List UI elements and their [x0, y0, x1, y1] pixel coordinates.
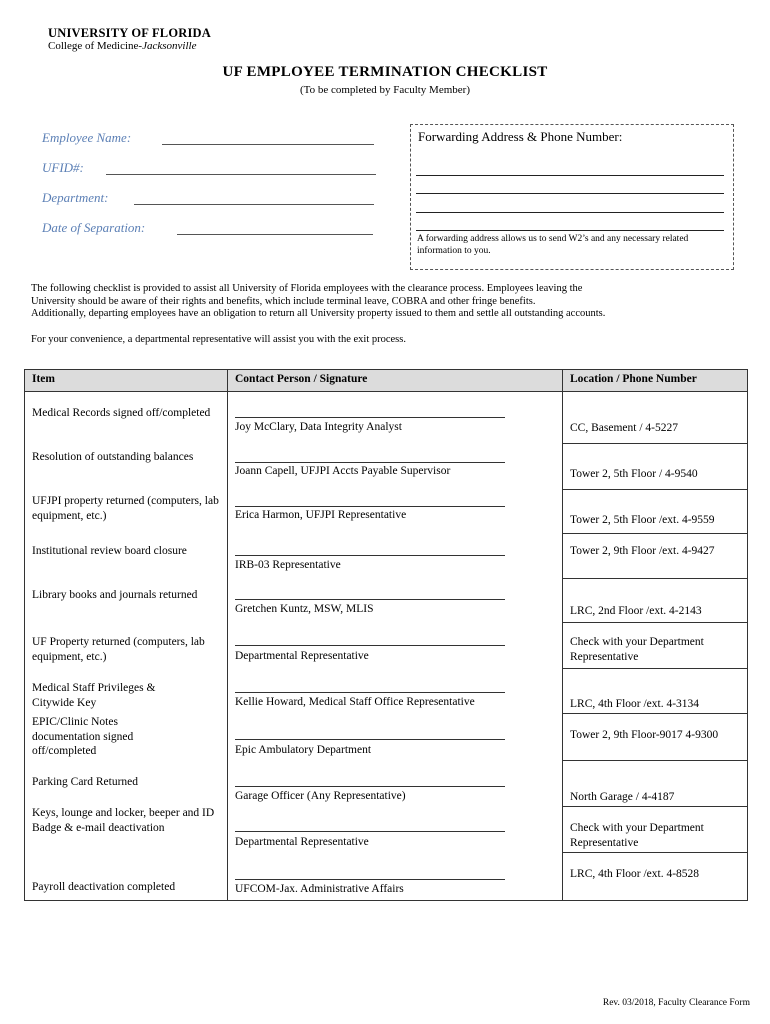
college-name [48, 40, 196, 52]
university-name: UNIVERSITY OF FLORIDA [48, 26, 212, 40]
row-divider [562, 533, 747, 534]
signature-line[interactable] [235, 645, 505, 646]
row-item: Library books and journals returned [32, 589, 198, 601]
date-of-separation-label: Date of Separation: [42, 220, 146, 235]
forwarding-address-line-1[interactable] [416, 175, 724, 176]
intro-line-2: University should be aware of their rights and benefits, which include terminal leave, COBRA and other fringe benefits. [31, 295, 536, 307]
row-contact: IRB-03 Representative [235, 559, 341, 571]
row-location: Tower 2, 9th Floor-9017 4-9300 [570, 729, 719, 741]
row-item: UFJPI property returned (computers, lab equipment, etc.) [32, 495, 219, 522]
revision-footer: Rev. 03/2018, Faculty Clearance Form [602, 998, 750, 1008]
ufid-field[interactable] [106, 174, 376, 175]
forwarding-address-line-3[interactable] [416, 212, 724, 213]
row-contact: Joann Capell, UFJPI Accts Payable Supervisor [235, 465, 451, 477]
date-of-separation-field[interactable] [177, 234, 373, 235]
forwarding-address-title: Forwarding Address & Phone Number: [418, 129, 623, 144]
department-field[interactable] [134, 204, 374, 205]
ufid-label: UFID#: [42, 160, 84, 175]
header-location: Location / Phone Number [570, 373, 697, 385]
row-divider [562, 760, 747, 761]
row-item: Institutional review board closure [32, 545, 187, 557]
column-divider [562, 370, 563, 900]
row-location: Tower 2, 5th Floor /ext. 4-9559 [570, 514, 715, 526]
row-contact: Departmental Representative [235, 650, 369, 662]
signature-line[interactable] [235, 462, 505, 463]
employee-name-field[interactable] [162, 144, 374, 145]
row-divider [562, 806, 747, 807]
signature-line[interactable] [235, 692, 505, 693]
college-city: Jacksonville [142, 40, 197, 52]
row-divider [562, 713, 747, 714]
row-contact: Erica Harmon, UFJPI Representative [235, 509, 407, 521]
table-header [25, 370, 747, 392]
forwarding-address-note: A forwarding address allows us to send W2’s and any necessary related information to you. [417, 234, 689, 256]
row-contact: Departmental Representative [235, 836, 369, 848]
row-item: Keys, lounge and locker, beeper and ID Badge & e-mail deactivation [32, 807, 215, 834]
row-contact: Kellie Howard, Medical Staff Office Representative [235, 696, 475, 708]
intro-line-1: The following checklist is provided to assist all University of Florida employees with the clearance process. Employees leaving the [31, 283, 583, 294]
row-location: LRC, 4th Floor /ext. 4-8528 [570, 868, 700, 880]
signature-line[interactable] [235, 417, 505, 418]
column-divider [227, 370, 228, 900]
row-location: Check with your Department Representative [570, 822, 704, 849]
signature-line[interactable] [235, 879, 505, 880]
row-location: North Garage / 4-4187 [570, 791, 675, 803]
row-divider [562, 443, 747, 444]
row-location: Check with your Department Representative [570, 636, 704, 663]
row-item: Medical Staff Privileges & Citywide Key [32, 682, 156, 709]
row-divider [562, 622, 747, 623]
row-item: Payroll deactivation completed [32, 881, 176, 893]
row-location: CC, Basement / 4-5227 [570, 422, 678, 434]
college-label: College of Medicine- [48, 40, 143, 52]
row-contact: Joy McClary, Data Integrity Analyst [235, 421, 402, 433]
row-location: Tower 2, 5th Floor / 4-9540 [570, 468, 698, 480]
signature-line[interactable] [235, 786, 505, 787]
row-divider [562, 852, 747, 853]
forwarding-address-line-2[interactable] [416, 193, 724, 194]
intro-line-3: Additionally, departing employees have an obligation to return all University property issued to them and settle all outstanding accounts. [31, 308, 606, 319]
checklist-table [24, 369, 748, 901]
row-contact: Garage Officer (Any Representative) [235, 790, 406, 802]
forwarding-address-line-4[interactable] [416, 230, 724, 231]
page-subtitle: (To be completed by Faculty Member) [300, 84, 470, 96]
row-divider [562, 489, 747, 490]
row-location: LRC, 2nd Floor /ext. 4-2143 [570, 605, 702, 617]
row-location: LRC, 4th Floor /ext. 4-3134 [570, 698, 700, 710]
row-contact: Gretchen Kuntz, MSW, MLIS [235, 603, 374, 615]
signature-line[interactable] [235, 831, 505, 832]
signature-line[interactable] [235, 599, 505, 600]
row-divider [562, 578, 747, 579]
signature-line[interactable] [235, 739, 505, 740]
row-item: Parking Card Returned [32, 776, 139, 788]
row-item: Medical Records signed off/completed [32, 407, 211, 419]
row-item: Resolution of outstanding balances [32, 451, 194, 463]
row-item: EPIC/Clinic Notes documentation signed off/completed [32, 716, 134, 757]
department-label: Department: [42, 190, 109, 205]
header-contact: Contact Person / Signature [235, 373, 368, 385]
row-contact: Epic Ambulatory Department [235, 744, 372, 756]
row-divider [562, 668, 747, 669]
row-item: UF Property returned (computers, lab equipment, etc.) [32, 636, 205, 663]
row-location: Tower 2, 9th Floor /ext. 4-9427 [570, 545, 715, 557]
intro-paragraph [31, 283, 741, 321]
signature-line[interactable] [235, 555, 505, 556]
employee-name-label: Employee Name: [42, 130, 132, 145]
row-contact: UFCOM-Jax. Administrative Affairs [235, 883, 404, 895]
header-item: Item [32, 373, 55, 385]
signature-line[interactable] [235, 506, 505, 507]
page-title: UF EMPLOYEE TERMINATION CHECKLIST [222, 64, 548, 80]
intro-convenience: For your convenience, a departmental representative will assist you with the exit process. [31, 334, 406, 345]
